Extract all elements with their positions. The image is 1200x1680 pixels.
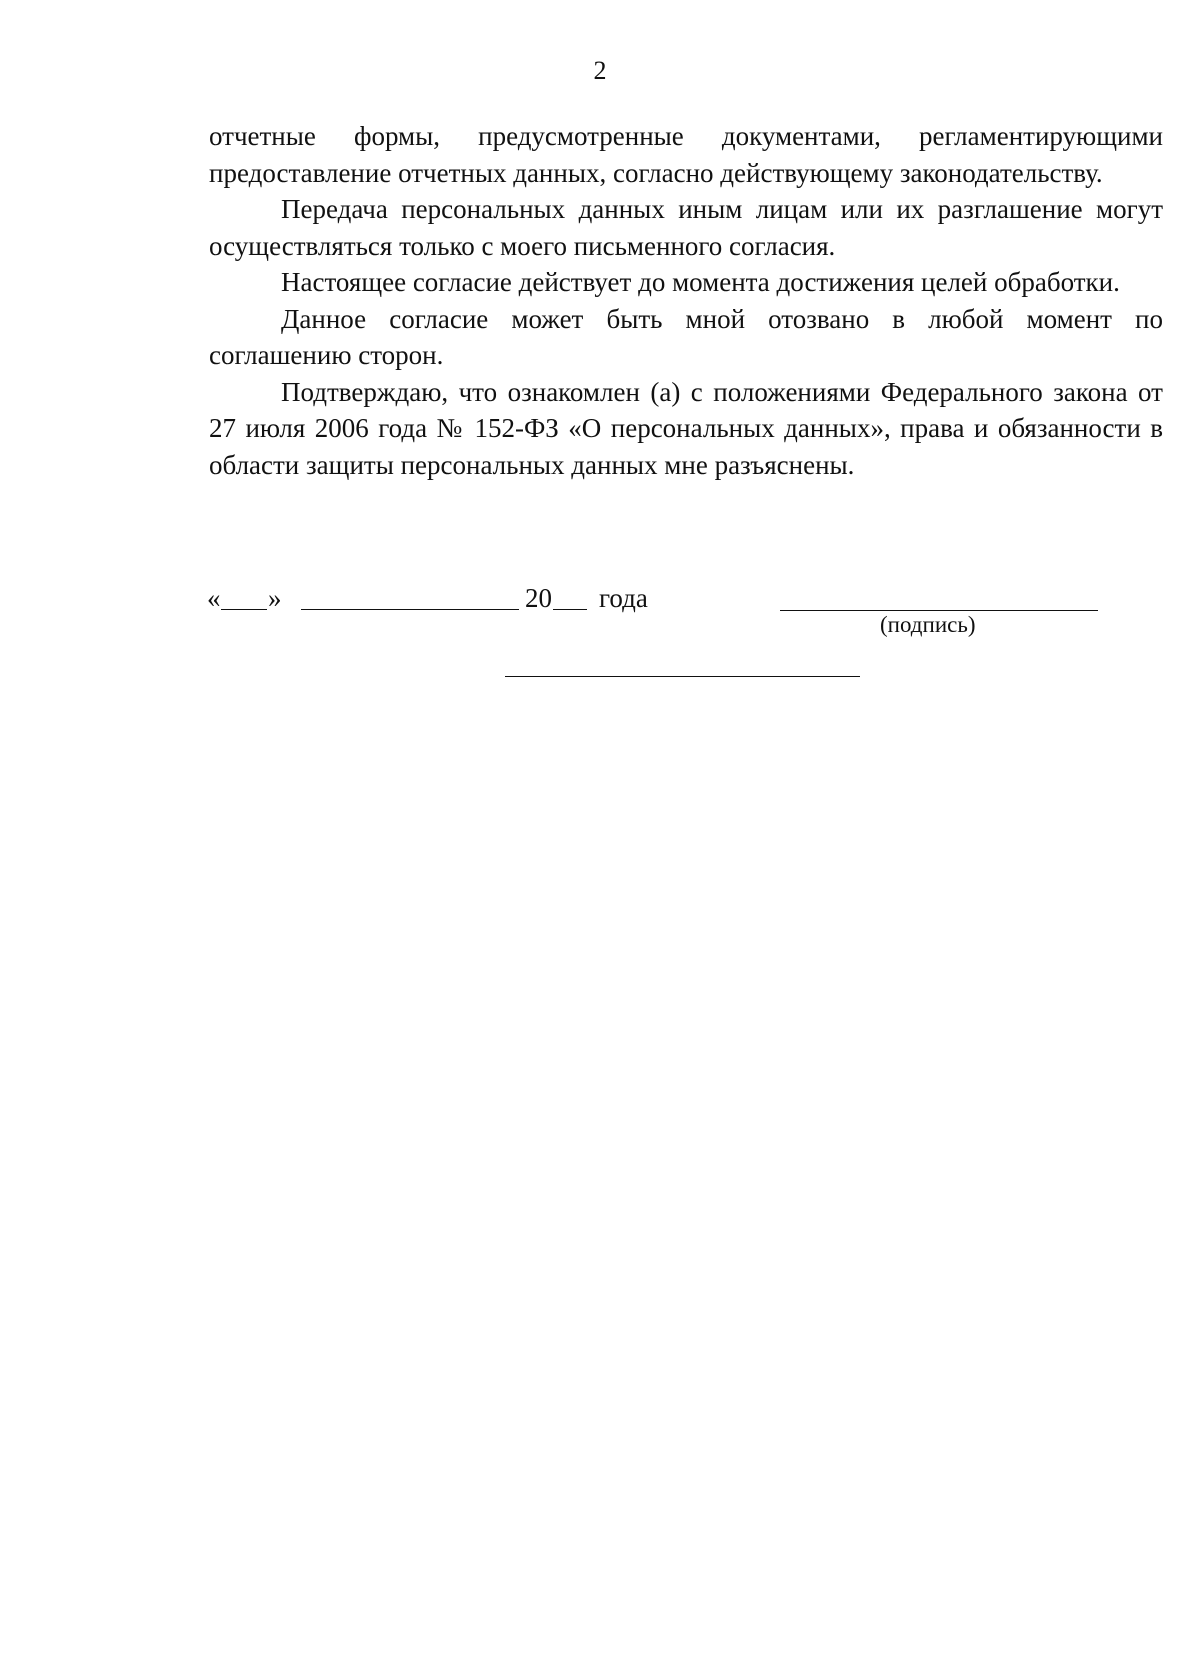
signature-blank[interactable] bbox=[780, 610, 1098, 611]
paragraph-continuation: отчетные формы, предусмотренные документами, регламентирующими предоставление отчетных данных, согласно действующему законодательству. bbox=[209, 121, 1163, 188]
close-quote: » bbox=[268, 583, 282, 613]
month-blank[interactable] bbox=[301, 609, 519, 610]
name-blank[interactable] bbox=[505, 676, 860, 677]
paragraph-revocation: Данное согласие может быть мной отозвано в любой момент по соглашению сторон. bbox=[209, 303, 1163, 370]
year-suffix: года bbox=[599, 583, 648, 613]
year-blank[interactable] bbox=[553, 609, 587, 610]
year-prefix: 20 bbox=[525, 583, 552, 613]
paragraph-confirmation: Подтверждаю, что ознакомлен (а) с положениями Федерального закона от 27 июля 2006 года № 152-ФЗ «О персональных данных», права и обязанности в области защиты персональных данных мне разъяснены. bbox=[209, 376, 1163, 480]
document-body bbox=[209, 118, 1163, 483]
page-number: 2 bbox=[593, 56, 607, 85]
open-quote: « bbox=[207, 583, 221, 613]
paragraph-data-transfer: Передача персональных данных иным лицам или их разглашение могут осуществляться только с моего письменного согласия. bbox=[209, 194, 1163, 261]
day-blank[interactable] bbox=[221, 609, 267, 610]
signature-caption: (подпись) bbox=[880, 612, 976, 637]
paragraph-validity: Настоящее согласие действует до момента достижения целей обработки. bbox=[281, 267, 1120, 297]
